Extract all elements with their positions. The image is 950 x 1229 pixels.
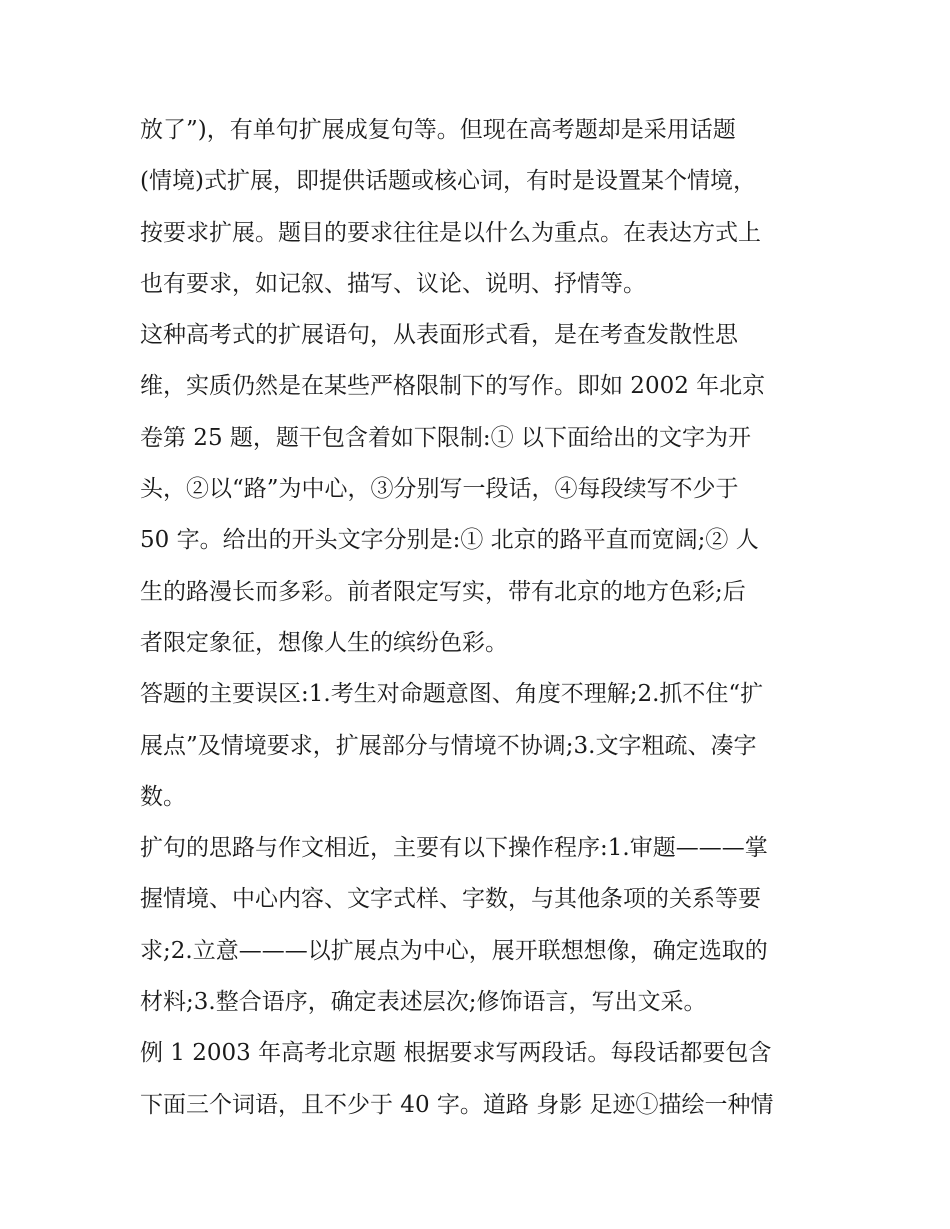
text-line: 答题的主要误区:1.考生对命题意图、角度不理解;2.抓不住“扩 <box>140 681 764 708</box>
text-line: 例 1 2003 年高考北京题 根据要求写两段话。每段话都要包含 <box>140 1040 772 1067</box>
text-line: 者限定象征，想像人生的缤纷色彩。 <box>140 629 508 656</box>
document-body <box>140 111 820 1137</box>
text-line: 展点”及情境要求，扩展部分与情境不协调;3.文字粗疏、凑字 <box>140 732 757 759</box>
text-line: 材料;3.整合语序，确定表述层次;修饰语言，写出文采。 <box>140 989 707 1016</box>
text-line: 求;2.立意———以扩展点为中心，展开联想想像，确定选取的 <box>140 937 768 964</box>
text-line: 维，实质仍然是在某些严格限制下的写作。即如 2002 年北京 <box>140 373 766 400</box>
text-line: 这种高考式的扩展语句，从表面形式看，是在考查发散性思 <box>140 322 738 349</box>
text-line: 下面三个词语，且不少于 40 字。道路 身影 足迹①描绘一种情 <box>140 1091 774 1118</box>
text-line: 按要求扩展。题目的要求往往是以什么为重点。在表达方式上 <box>140 219 761 246</box>
text-line: (情境)式扩展，即提供话题或核心词，有时是设置某个情境， <box>140 168 756 195</box>
text-line: 数。 <box>140 783 186 810</box>
text-line: 放了”)，有单句扩展成复句等。但现在高考题却是采用话题 <box>140 117 736 143</box>
text-line: 握情境、中心内容、文字式样、字数，与其他条项的关系等要 <box>140 886 761 913</box>
text-line: 卷第 25 题，题干包含着如下限制:① 以下面给出的文字为开 <box>140 424 751 451</box>
text-line: 也有要求，如记叙、描写、议论、说明、抒情等。 <box>140 270 646 297</box>
text-line: 头，②以“路”为中心，③分别写一段话，④每段续写不少于 <box>140 476 739 503</box>
text-line: 50 字。给出的开头文字分别是:① 北京的路平直而宽阔;② 人 <box>140 527 759 554</box>
text-line: 生的路漫长而多彩。前者限定写实，带有北京的地方色彩;后 <box>140 578 746 605</box>
text-line: 扩句的思路与作文相近，主要有以下操作程序:1.审题———掌 <box>140 835 768 862</box>
